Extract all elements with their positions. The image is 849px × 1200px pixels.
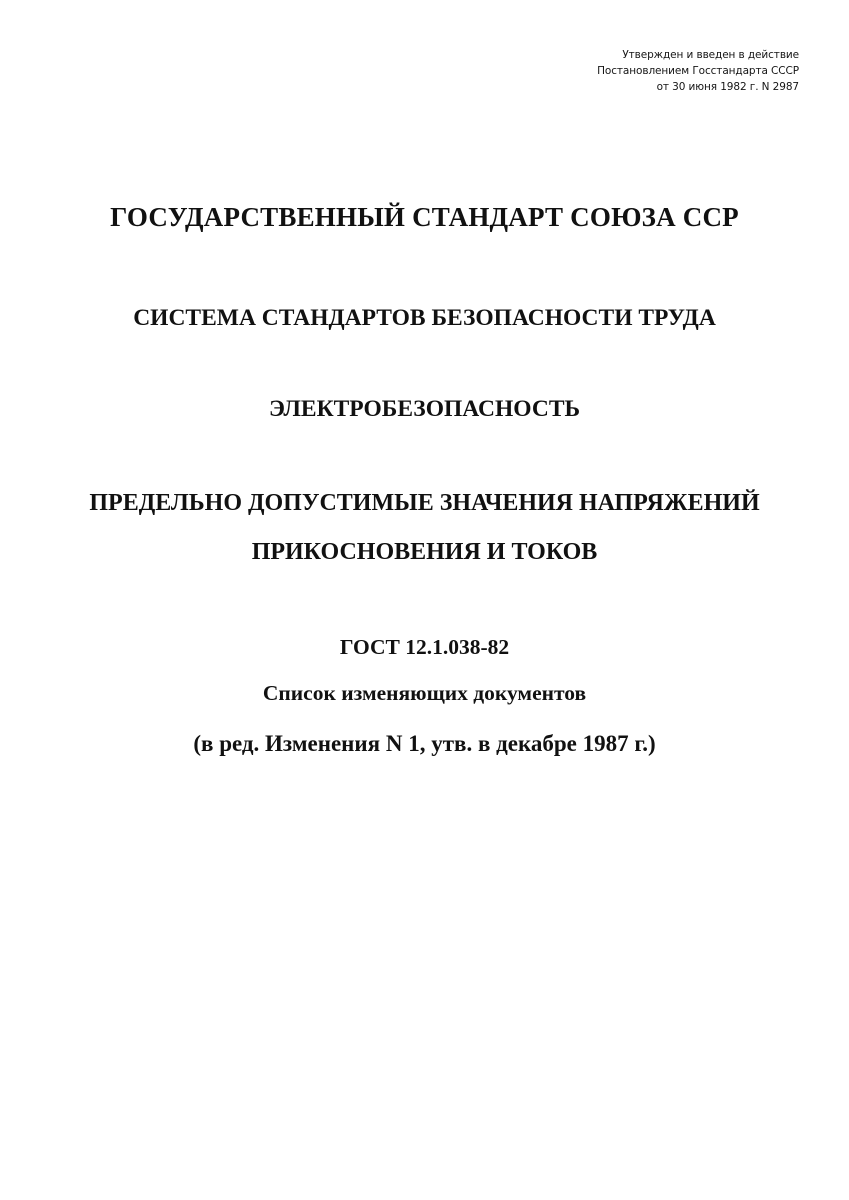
document-title-line-1: ПРЕДЕЛЬНО ДОПУСТИМЫЕ ЗНАЧЕНИЯ НАПРЯЖЕНИЙ <box>89 490 760 516</box>
standard-code: ГОСТ 12.1.038-82 <box>339 635 510 659</box>
changes-note: (в ред. Изменения N 1, утв. в декабре 1987 г.) <box>193 731 656 756</box>
approval-note <box>597 47 799 95</box>
standard-header: ГОСУДАРСТВЕННЫЙ СТАНДАРТ СОЮЗА ССР <box>110 202 739 232</box>
changes-heading: Список изменяющих документов <box>262 681 587 705</box>
approval-line-2: Постановлением Госстандарта СССР <box>597 65 799 77</box>
standards-system-title: СИСТЕМА СТАНДАРТОВ БЕЗОПАСНОСТИ ТРУДА <box>133 305 716 331</box>
approval-line-3: от 30 июня 1982 г. N 2987 <box>656 81 799 93</box>
topic-title: ЭЛЕКТРОБЕЗОПАСНОСТЬ <box>268 396 581 422</box>
approval-line-1: Утвержден и введен в действие <box>622 49 799 61</box>
document-title-line-2: ПРИКОСНОВЕНИЯ И ТОКОВ <box>251 539 598 565</box>
